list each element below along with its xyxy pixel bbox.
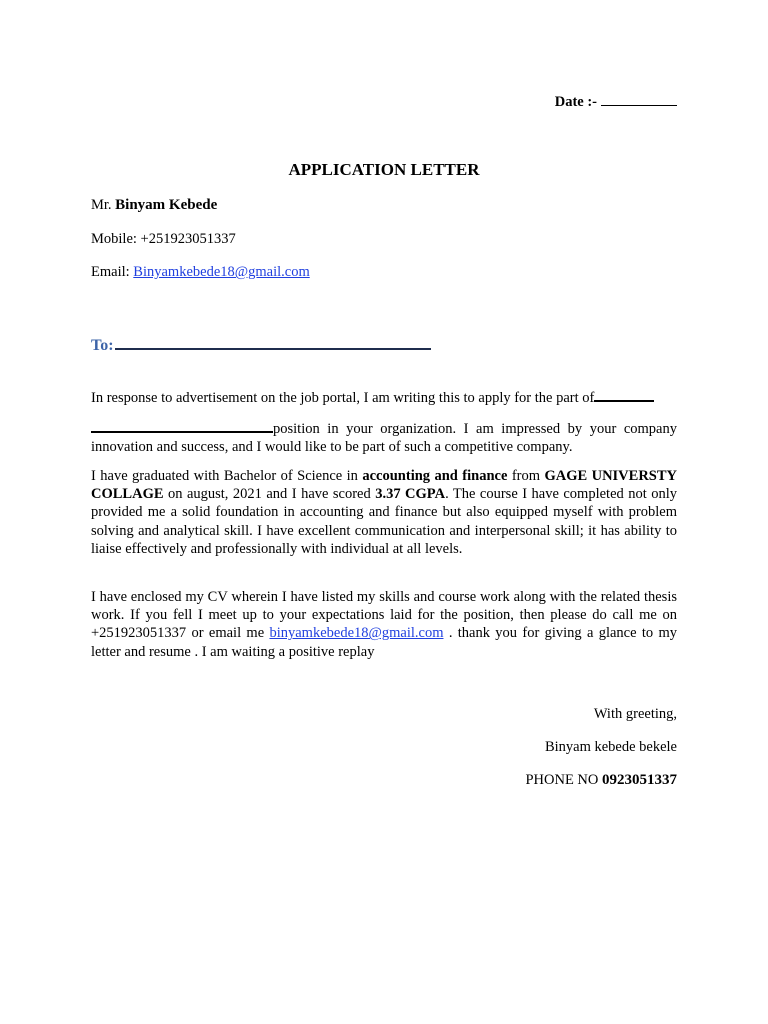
position-blank-field <box>594 388 654 402</box>
date-blank-field <box>601 92 677 106</box>
intro-text-rest: position in your organization. I am impressed by your company innovation and success, and I would like to be part of such a competitive company. <box>91 421 677 456</box>
sender-mobile-line <box>91 231 236 248</box>
to-label: To: <box>91 337 114 354</box>
intro-text-start: In response to advertisement on the job portal, I am writing this to apply for the part of <box>91 390 595 406</box>
date-label: Date :- <box>554 94 597 110</box>
paragraph-enclosure <box>91 588 677 661</box>
recipient-line <box>91 334 431 355</box>
sender-prefix: Mr. <box>91 197 112 213</box>
closing-phone-line <box>525 772 677 789</box>
phone-number: 0923051337 <box>602 772 677 788</box>
edu-cgpa: 3.37 CGPA <box>375 486 446 503</box>
recipient-blank-field <box>115 334 431 350</box>
sender-name: Binyam Kebede <box>115 197 218 213</box>
date-line <box>555 92 677 111</box>
mobile-number: +251923051337 <box>140 231 236 247</box>
email-label: Email: <box>91 264 130 280</box>
paragraph-education <box>91 467 677 558</box>
sender-name-line <box>91 197 217 214</box>
position-blank-field-2 <box>91 419 273 433</box>
body-email-link[interactable]: binyamkebede18@gmail.com <box>269 625 444 642</box>
edu-field-of-study: accounting and finance <box>362 468 508 484</box>
sender-email-line <box>91 264 310 281</box>
edu-text-4: . The course I have completed not only provided me a solid foundation in accounting and finance but also equipped myself with problem solving and analytical skill. I have excellent communication and interpersonal skill; it has ability to liaise effectively and professionally with individual at all levels. <box>91 486 677 557</box>
edu-text-2: from <box>511 468 541 484</box>
enclosure-text-1: I have enclosed my CV wherein I have listed my skills and course work along with the related thesis work. If you fell I meet up to your expectations laid for the position, then please do call me on +251923051337 or email me <box>91 589 677 642</box>
phone-label: PHONE NO <box>525 772 599 788</box>
edu-institution: GAGE UNIVERSTY COLLAGE <box>91 468 678 503</box>
paragraph-intro <box>91 388 677 457</box>
signature-name: Binyam kebede bekele <box>544 739 677 755</box>
mobile-label: Mobile: <box>91 231 137 247</box>
edu-text-3: on august, 2021 and I have scored <box>167 486 371 503</box>
letter-title: APPLICATION LETTER <box>288 160 480 179</box>
closing-greeting: With greeting, <box>593 706 677 722</box>
enclosure-text-2: . thank you for giving a glance to my letter and resume . I am waiting a positive replay <box>91 625 678 660</box>
edu-text-1: I have graduated with Bachelor of Science in <box>91 468 358 484</box>
sender-email-link[interactable]: Binyamkebede18@gmail.com <box>133 264 310 280</box>
